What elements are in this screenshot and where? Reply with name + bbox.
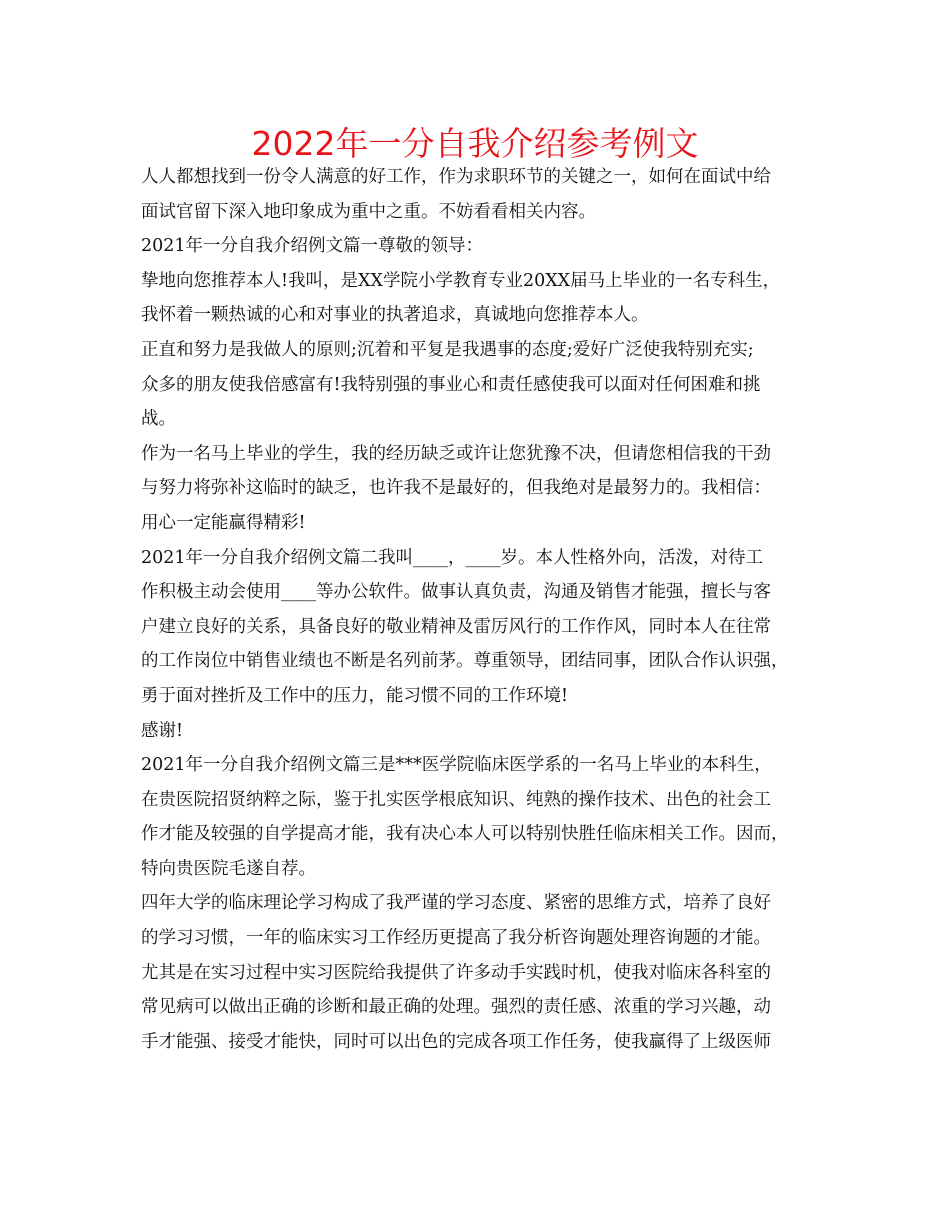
paragraph-line: 特向贵医院毛遂自荐。 bbox=[141, 858, 316, 879]
paragraph-line: 手才能强、接受才能快，同时可以出色的完成各项工作任务，使我赢得了上级医师 bbox=[141, 1031, 771, 1052]
paragraph-line: 常见病可以做出正确的诊断和最正确的处理。强烈的责任感、浓重的学习兴趣，动 bbox=[141, 997, 771, 1018]
paragraph-line: 作才能及较强的自学提高才能，我有决心本人可以特别快胜任临床相关工作。因而， bbox=[141, 824, 789, 845]
paragraph-line: 挚地向您推荐本人!我叫，是XX学院小学教育专业20XX届马上毕业的一名专科生， bbox=[141, 270, 781, 291]
paragraph-line: 四年大学的临床理论学习构成了我严谨的学习态度、紧密的思维方式，培养了良好 bbox=[141, 893, 771, 914]
paragraph bbox=[141, 886, 831, 1059]
paragraph-line: 与努力将弥补这临时的缺乏，也许我不是最好的，但我绝对是最努力的。我相信： bbox=[141, 478, 771, 499]
paragraph bbox=[141, 229, 831, 264]
paragraph-line: 我怀着一颗热诚的心和对事业的执著追求，真诚地向您推荐本人。 bbox=[141, 305, 649, 326]
paragraph bbox=[141, 333, 831, 437]
paragraph-line: 众多的朋友使我倍感富有!我特别强的事业心和责任感使我可以面对任何困难和挑 bbox=[141, 374, 761, 395]
paragraph bbox=[141, 541, 831, 714]
document-title: 2022年一分自我介绍参考例文 bbox=[251, 124, 699, 163]
paragraph-line: 作为一名马上毕业的学生，我的经历缺乏或许让您犹豫不决，但请您相信我的干劲 bbox=[141, 443, 771, 464]
paragraph bbox=[141, 714, 831, 749]
paragraph bbox=[141, 437, 831, 541]
paragraph-line: 2021年一分自我介绍例文篇三是***医学院临床医学系的一名马上毕业的本科生， bbox=[141, 755, 772, 776]
paragraph-line: 的学习习惯，一年的临床实习工作经历更提高了我分析咨询题处理咨询题的才能。 bbox=[141, 928, 771, 949]
paragraph bbox=[141, 748, 831, 886]
paragraph-line: 正直和努力是我做人的原则;沉着和平复是我遇事的态度;爱好广泛使我特别充实; bbox=[141, 339, 754, 360]
paragraph-line: 尤其是在实习过程中实习医院给我提供了许多动手实践时机，使我对临床各科室的 bbox=[141, 962, 771, 983]
paragraph-line: 感谢! bbox=[141, 720, 184, 741]
document-body bbox=[141, 160, 831, 1059]
paragraph-line: 人人都想找到一份令人满意的好工作，作为求职环节的关键之一，如何在面试中给 bbox=[141, 167, 771, 187]
paragraph-line: 的工作岗位中销售业绩也不断是名列前茅。尊重领导，团结同事，团队合作认识强， bbox=[141, 651, 789, 672]
paragraph bbox=[141, 160, 831, 229]
paragraph-line: 战。 bbox=[141, 409, 176, 430]
paragraph-line: 作积极主动会使用____等办公软件。做事认真负责，沟通及销售才能强，擅长与客 bbox=[141, 582, 771, 603]
paragraph-line: 2021年一分自我介绍例文篇一尊敬的领导： bbox=[141, 236, 484, 257]
paragraph-line: 勇于面对挫折及工作中的压力，能习惯不同的工作环境! bbox=[141, 685, 569, 706]
paragraph-line: 2021年一分自我介绍例文篇二我叫____，____岁。本人性格外向，活泼，对待工 bbox=[141, 547, 764, 568]
paragraph-line: 户建立良好的关系，具备良好的敬业精神及雷厉风行的工作作风，同时本人在往常 bbox=[141, 616, 771, 637]
paragraph bbox=[141, 264, 831, 333]
paragraph-line: 面试官留下深入地印象成为重中之重。不妨看看相关内容。 bbox=[141, 201, 596, 222]
paragraph-line: 用心一定能赢得精彩! bbox=[141, 512, 306, 533]
paragraph-line: 在贵医院招贤纳粹之际，鉴于扎实医学根底知识、纯熟的操作技术、出色的社会工 bbox=[141, 789, 771, 810]
